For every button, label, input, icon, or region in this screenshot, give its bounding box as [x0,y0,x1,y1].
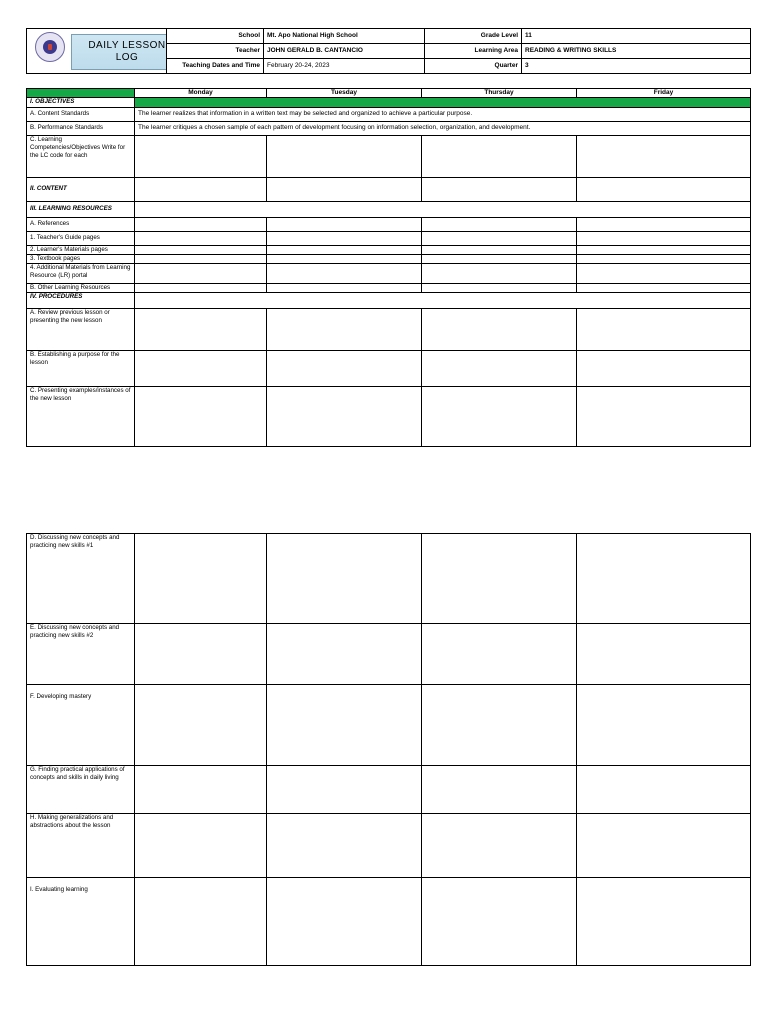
day-header-row [27,89,751,98]
title-box [71,34,167,70]
teacher-label: Teacher [167,44,264,59]
references-row [27,217,751,231]
procedure-a-label: A. Review previous lesson or presenting the new lesson [27,308,135,350]
quarter-label: Quarter [425,59,522,74]
area-value: READING & WRITING SKILLS [522,44,751,59]
logo-cell [27,29,167,74]
resources-title: III. LEARNING RESOURCES [27,201,135,217]
content-standards-text: The learner realizes that information in a written text may be selected and organized to achieve a particular purpose. [135,107,751,121]
procedure-i-label: I. Evaluating learning [27,878,135,966]
procedure-c-row [27,386,751,446]
header-table [26,28,751,74]
quarter-value: 3 [522,59,751,74]
deped-seal-logo [35,32,65,62]
day-tuesday: Tuesday [267,89,422,98]
procedure-e-row [27,624,751,685]
content-row [27,177,751,201]
teacher-value: JOHN GERALD B. CANTANCIO [264,44,425,59]
resources-row [27,201,751,217]
lesson-table-2 [26,533,751,966]
day-friday: Friday [577,89,751,98]
school-label: School [167,29,264,44]
procedure-f-row [27,685,751,766]
additional-materials-label: 4. Additional Materials from Learning Resource (LR) portal [27,263,135,283]
content-standards-label: A. Content Standards [27,107,135,121]
teachers-guide-label: 1. Teacher's Guide pages [27,231,135,245]
additional-materials-row [27,263,751,283]
grade-label: Grade Level [425,29,522,44]
objectives-title: I. OBJECTIVES [27,98,135,107]
title-line2: LOG [115,52,139,63]
content-standards-row [27,107,751,121]
day-thursday: Thursday [422,89,577,98]
procedure-g-label: G. Finding practical applications of concepts and skills in daily living [27,766,135,814]
procedure-b-row [27,350,751,386]
procedure-b-label: B. Establishing a purpose for the lesson [27,350,135,386]
other-resources-label: B. Other Learning Resources [27,283,135,292]
grade-value: 11 [522,29,751,44]
competencies-label: C. Learning Competencies/Objectives Write for the LC code for each [27,135,135,177]
procedure-d-label: D. Discussing new concepts and practicing new skills #1 [27,534,135,624]
procedure-f-label: F. Developing mastery [27,685,135,766]
objectives-green-bar [135,98,751,107]
textbook-label: 3. Textbook pages [27,254,135,263]
references-label: A. References [27,217,135,231]
other-resources-row [27,283,751,292]
corner-cell [27,89,135,98]
procedures-row [27,292,751,308]
dates-label: Teaching Dates and Time [167,59,264,74]
title-line1: DAILY LESSON [88,40,166,51]
procedure-a-row [27,308,751,350]
procedure-h-label: H. Making generalizations and abstractions about the lesson [27,814,135,878]
procedure-d-row [27,534,751,624]
performance-standards-label: B. Performance Standards [27,121,135,135]
area-label: Learning Area [425,44,522,59]
dates-value: February 20-24, 2023 [264,59,425,74]
performance-standards-row [27,121,751,135]
teachers-guide-row [27,231,751,245]
procedure-e-label: E. Discussing new concepts and practicing new skills #2 [27,624,135,685]
procedure-h-row [27,814,751,878]
learners-materials-label: 2. Learner's Materials pages [27,245,135,254]
performance-standards-text: The learner critiques a chosen sample of each pattern of development focusing on information selection, organization, and development. [135,121,751,135]
school-value: Mt. Apo National High School [264,29,425,44]
learners-materials-row [27,245,751,254]
procedure-g-row [27,766,751,814]
day-monday: Monday [135,89,267,98]
competencies-row [27,135,751,177]
procedure-c-label: C. Presenting examples/instances of the new lesson [27,386,135,446]
procedures-title: IV. PROCEDURES [27,292,135,308]
procedure-i-row [27,878,751,966]
textbook-row [27,254,751,263]
content-title: II. CONTENT [27,177,135,201]
lesson-table-1 [26,88,751,447]
objectives-row [27,98,751,107]
